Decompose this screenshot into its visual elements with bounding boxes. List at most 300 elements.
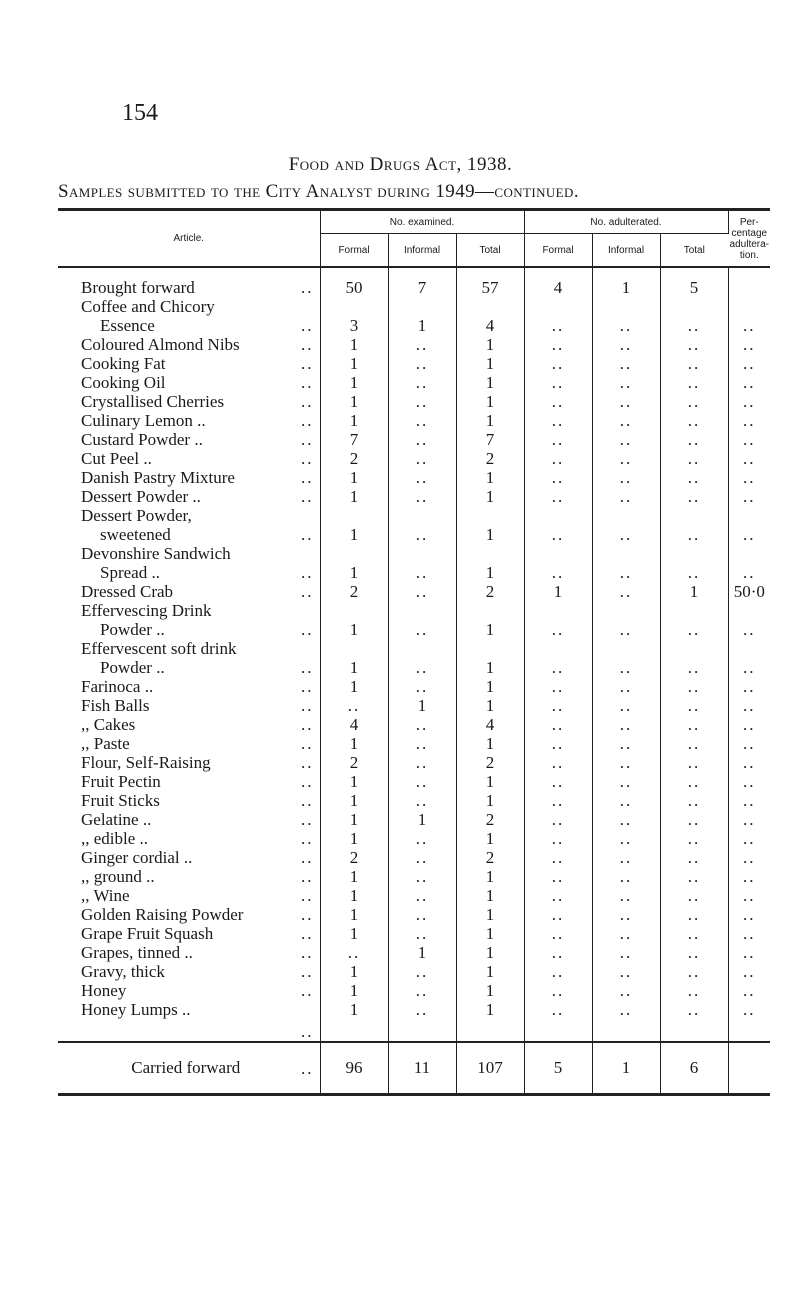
column-header-examined-informal: Informal <box>388 234 456 268</box>
table-cell: 1 <box>320 601 388 639</box>
article-cell <box>58 430 320 449</box>
table-cell: .. <box>660 449 728 468</box>
table-cell <box>728 1042 770 1095</box>
table-cell: .. <box>388 392 456 411</box>
table-cell: .. <box>743 430 756 449</box>
leader-dots: .. <box>301 354 314 373</box>
leader-dots: .. <box>301 487 314 506</box>
article-name: Fruit Sticks <box>81 791 160 810</box>
table-cell: .. <box>743 962 756 981</box>
table-cell: 1 <box>320 639 388 677</box>
table-cell: .. <box>743 772 756 791</box>
column-header-adulterated-formal: Formal <box>524 234 592 268</box>
table-cell: .. <box>524 962 592 981</box>
leader-dots: .. <box>301 962 314 981</box>
article-cell <box>58 487 320 506</box>
table-row <box>58 430 770 449</box>
table-row <box>58 886 770 905</box>
table-row <box>58 335 770 354</box>
table-cell: 2 <box>456 449 524 468</box>
leader-dots: .. <box>301 715 314 734</box>
leader-dots: .. <box>301 1022 314 1041</box>
table-row <box>58 582 770 601</box>
table-cell: .. <box>743 677 756 696</box>
table-cell: .. <box>660 772 728 791</box>
table-cell: 1 <box>320 962 388 981</box>
table-cell: 1 <box>456 506 524 544</box>
article-name-line1: Devonshire Sandwich <box>81 544 231 563</box>
article-cell <box>58 582 320 601</box>
table-cell: .. <box>524 449 592 468</box>
table-cell: 50·0 <box>733 582 765 601</box>
table-cell: .. <box>592 582 660 601</box>
leader-dots: .. <box>301 829 314 848</box>
article-cell <box>58 335 320 354</box>
table-cell: .. <box>524 601 592 639</box>
table-cell: 1 <box>456 886 524 905</box>
article-name: Custard Powder .. <box>81 430 203 449</box>
table-cell: 1 <box>456 905 524 924</box>
table-cell: 1 <box>592 267 660 297</box>
table-cell: .. <box>743 886 756 905</box>
article-cell <box>58 734 320 753</box>
table-cell: 1 <box>320 411 388 430</box>
table-row <box>58 734 770 753</box>
table-cell: .. <box>524 696 592 715</box>
article-name: Coloured Almond Nibs <box>81 335 240 354</box>
table-row <box>58 544 770 582</box>
table-row <box>58 753 770 772</box>
table-row <box>58 962 770 981</box>
table-row <box>58 392 770 411</box>
table-cell: .. <box>524 354 592 373</box>
table-cell: .. <box>524 753 592 772</box>
leader-dots: .. <box>301 468 314 487</box>
article-cell <box>58 943 320 962</box>
table-cell: .. <box>743 848 756 867</box>
table-cell: 1 <box>456 487 524 506</box>
table-row <box>58 1000 770 1042</box>
table-cell: 1 <box>456 829 524 848</box>
article-cell <box>58 506 320 544</box>
table-cell: .. <box>743 620 756 639</box>
article-cell <box>58 354 320 373</box>
table-cell: .. <box>660 734 728 753</box>
leader-dots: .. <box>301 1059 314 1078</box>
table-cell: .. <box>743 411 756 430</box>
article-cell <box>58 867 320 886</box>
table-cell: .. <box>388 468 456 487</box>
leader-dots: .. <box>301 848 314 867</box>
table-cell: .. <box>660 544 728 582</box>
table-cell: .. <box>524 829 592 848</box>
table-cell: .. <box>743 468 756 487</box>
table-cell: 57 <box>456 267 524 297</box>
table-cell: .. <box>743 392 756 411</box>
column-header-adulterated-total: Total <box>660 234 728 268</box>
article-cell <box>58 962 320 981</box>
table-cell: .. <box>388 411 456 430</box>
table-cell: .. <box>660 487 728 506</box>
table-row <box>58 677 770 696</box>
table-cell: 2 <box>456 848 524 867</box>
table-cell: 1 <box>320 677 388 696</box>
table-cell: .. <box>743 867 756 886</box>
table-cell: 1 <box>320 905 388 924</box>
table-cell: .. <box>660 715 728 734</box>
leader-dots: .. <box>301 582 314 601</box>
table-cell: 1 <box>456 1000 524 1042</box>
leader-dots: .. <box>301 563 314 582</box>
table-row <box>58 772 770 791</box>
table-cell: .. <box>660 506 728 544</box>
table-cell: .. <box>524 810 592 829</box>
leader-dots: .. <box>301 943 314 962</box>
table-cell: .. <box>743 943 756 962</box>
article-cell <box>58 267 320 297</box>
leader-dots: .. <box>301 886 314 905</box>
table-cell: .. <box>592 544 660 582</box>
table-cell: .. <box>592 373 660 392</box>
article-name: ,, Wine <box>81 886 130 905</box>
table-cell: .. <box>660 886 728 905</box>
article-name: Powder .. <box>100 658 165 677</box>
table-cell: .. <box>660 924 728 943</box>
table-cell: .. <box>524 886 592 905</box>
leader-dots: .. <box>301 430 314 449</box>
article-name: Danish Pastry Mixture <box>81 468 235 487</box>
table-cell: .. <box>320 943 388 962</box>
table-cell: .. <box>660 601 728 639</box>
table-cell: .. <box>524 734 592 753</box>
table-cell: .. <box>592 981 660 1000</box>
table-cell: .. <box>388 487 456 506</box>
table-cell: .. <box>524 905 592 924</box>
table-cell: .. <box>592 848 660 867</box>
article-cell <box>58 924 320 943</box>
table-cell: 1 <box>456 696 524 715</box>
table-row <box>58 449 770 468</box>
table-cell <box>728 267 770 297</box>
table-cell: .. <box>524 867 592 886</box>
table-cell: 1 <box>456 981 524 1000</box>
table-row <box>58 267 770 297</box>
table-cell: .. <box>388 734 456 753</box>
article-name: Honey <box>81 981 127 1000</box>
table-cell: .. <box>592 886 660 905</box>
table-cell: 1 <box>456 772 524 791</box>
article-name: Ginger cordial .. <box>81 848 193 867</box>
table-cell: 1 <box>320 544 388 582</box>
table-cell: 6 <box>660 1042 728 1095</box>
table-cell: .. <box>524 924 592 943</box>
table-cell: .. <box>660 848 728 867</box>
article-name: Grape Fruit Squash <box>81 924 214 943</box>
table-cell: .. <box>660 943 728 962</box>
article-cell <box>58 696 320 715</box>
table-cell: .. <box>660 829 728 848</box>
table-cell: 1 <box>524 582 592 601</box>
article-cell <box>58 791 320 810</box>
table-cell: .. <box>592 430 660 449</box>
table-cell: .. <box>388 506 456 544</box>
article-cell <box>58 373 320 392</box>
article-name-line1: Effervescent soft drink <box>81 639 237 658</box>
table-cell: .. <box>592 753 660 772</box>
table-cell: 2 <box>320 848 388 867</box>
table-cell: .. <box>592 715 660 734</box>
article-cell <box>58 392 320 411</box>
table-cell: 3 <box>320 297 388 335</box>
leader-dots: .. <box>301 278 314 297</box>
table-cell: 1 <box>456 639 524 677</box>
table-cell: 1 <box>456 373 524 392</box>
table-cell: .. <box>660 297 728 335</box>
table-cell: 1 <box>320 791 388 810</box>
article-cell <box>58 715 320 734</box>
table-cell: .. <box>743 829 756 848</box>
table-cell: .. <box>388 848 456 867</box>
table-cell: .. <box>592 335 660 354</box>
table-cell: .. <box>660 335 728 354</box>
article-name: ,, Cakes <box>81 715 136 734</box>
table-cell: .. <box>660 354 728 373</box>
table-cell: .. <box>388 449 456 468</box>
table-cell: 1 <box>320 468 388 487</box>
article-cell <box>58 772 320 791</box>
article-cell <box>58 810 320 829</box>
table-cell: .. <box>743 753 756 772</box>
table-cell: 1 <box>320 335 388 354</box>
table-cell: .. <box>388 1000 456 1042</box>
article-cell <box>58 981 320 1000</box>
leader-dots: .. <box>301 525 314 544</box>
table-row <box>58 639 770 677</box>
table-cell: 5 <box>660 267 728 297</box>
table-cell: .. <box>388 829 456 848</box>
table-cell: .. <box>388 886 456 905</box>
table-cell: .. <box>524 468 592 487</box>
table-cell: 7 <box>388 267 456 297</box>
table-row <box>58 601 770 639</box>
table-cell: .. <box>592 1000 660 1042</box>
table-cell: .. <box>660 905 728 924</box>
table-cell: .. <box>592 411 660 430</box>
table-row <box>58 373 770 392</box>
table-row <box>58 943 770 962</box>
article-name: Essence <box>100 316 155 335</box>
table-cell: .. <box>592 810 660 829</box>
leader-dots: .. <box>301 981 314 1000</box>
table-cell: .. <box>524 981 592 1000</box>
article-name: Cooking Fat <box>81 354 166 373</box>
table-cell: .. <box>660 753 728 772</box>
table-cell: .. <box>743 563 756 582</box>
table-cell: .. <box>388 677 456 696</box>
article-name: Culinary Lemon .. <box>81 411 206 430</box>
table-cell: .. <box>660 392 728 411</box>
table-cell: .. <box>660 677 728 696</box>
column-header-adulterated-informal: Informal <box>592 234 660 268</box>
page-subtitle: Samples submitted to the City Analyst during 1949—continued. <box>58 181 579 202</box>
article-name: Fish Balls <box>81 696 150 715</box>
table-cell: .. <box>388 791 456 810</box>
table-cell: .. <box>660 791 728 810</box>
table-cell: .. <box>524 791 592 810</box>
table-cell: 1 <box>320 924 388 943</box>
table-row <box>58 848 770 867</box>
table-cell: 1 <box>456 468 524 487</box>
article-name: sweetened <box>100 525 171 544</box>
table-row <box>58 867 770 886</box>
article-cell <box>58 677 320 696</box>
table-cell: 1 <box>320 829 388 848</box>
table-cell: .. <box>592 867 660 886</box>
leader-dots: .. <box>301 905 314 924</box>
table-cell: 1 <box>320 981 388 1000</box>
table-cell: 1 <box>320 506 388 544</box>
table-cell: .. <box>524 373 592 392</box>
table-cell: .. <box>320 696 388 715</box>
table-cell: 1 <box>456 924 524 943</box>
table-cell: 5 <box>524 1042 592 1095</box>
table-cell: .. <box>592 506 660 544</box>
table-cell: .. <box>388 753 456 772</box>
table-cell: .. <box>592 791 660 810</box>
table-cell: .. <box>388 335 456 354</box>
table-cell: .. <box>592 468 660 487</box>
table-cell: 1 <box>456 544 524 582</box>
leader-dots: .. <box>301 392 314 411</box>
article-name: Golden Raising Powder <box>81 905 244 924</box>
leader-dots: .. <box>301 373 314 392</box>
table-cell: 1 <box>456 335 524 354</box>
table-cell: .. <box>524 848 592 867</box>
table-cell: .. <box>743 924 756 943</box>
article-name: Powder .. <box>100 620 165 639</box>
table-cell: .. <box>388 772 456 791</box>
table-cell: .. <box>660 639 728 677</box>
table-cell: .. <box>592 924 660 943</box>
table-cell: 1 <box>320 810 388 829</box>
samples-table-container <box>58 208 770 1096</box>
table-cell: .. <box>524 772 592 791</box>
table-cell: 1 <box>456 943 524 962</box>
table-cell: .. <box>388 582 456 601</box>
table-cell: 1 <box>320 373 388 392</box>
leader-dots: .. <box>301 449 314 468</box>
table-cell: 1 <box>456 867 524 886</box>
table-cell: .. <box>592 297 660 335</box>
table-row <box>58 810 770 829</box>
table-cell: .. <box>592 601 660 639</box>
leader-dots: .. <box>301 677 314 696</box>
table-cell: .. <box>524 392 592 411</box>
table-cell: 1 <box>320 734 388 753</box>
table-cell: .. <box>524 335 592 354</box>
table-cell: .. <box>592 639 660 677</box>
article-name: Gelatine .. <box>81 810 152 829</box>
table-cell: 1 <box>320 487 388 506</box>
table-cell: .. <box>592 487 660 506</box>
article-name-line1: Coffee and Chicory <box>81 297 215 316</box>
table-cell: 4 <box>320 715 388 734</box>
carried-forward-label-cell <box>58 1042 320 1095</box>
table-cell: .. <box>660 373 728 392</box>
table-cell: .. <box>743 810 756 829</box>
article-name: Cut Peel .. <box>81 449 152 468</box>
article-cell <box>58 297 320 335</box>
table-row <box>58 829 770 848</box>
table-cell: .. <box>592 696 660 715</box>
table-cell: 1 <box>456 791 524 810</box>
carried-forward-row <box>58 1042 770 1095</box>
table-cell: 50 <box>320 267 388 297</box>
table-cell: 1 <box>456 411 524 430</box>
table-cell: .. <box>388 981 456 1000</box>
table-cell: .. <box>743 905 756 924</box>
table-cell: .. <box>388 601 456 639</box>
table-cell: 1 <box>388 297 456 335</box>
table-cell: 2 <box>320 582 388 601</box>
table-cell: 4 <box>456 715 524 734</box>
table-row <box>58 354 770 373</box>
table-cell: .. <box>388 924 456 943</box>
article-name: Crystallised Cherries <box>81 392 225 411</box>
table-cell: 2 <box>456 810 524 829</box>
table-cell: .. <box>660 696 728 715</box>
table-row <box>58 506 770 544</box>
table-cell: .. <box>388 430 456 449</box>
article-cell <box>58 601 320 639</box>
table-cell: .. <box>524 487 592 506</box>
table-cell: 1 <box>320 354 388 373</box>
table-body <box>58 267 770 1042</box>
column-header-examined-total: Total <box>456 234 524 268</box>
table-cell: 4 <box>456 297 524 335</box>
table-cell: .. <box>524 430 592 449</box>
leader-dots: .. <box>301 810 314 829</box>
leader-dots: .. <box>301 772 314 791</box>
table-row <box>58 696 770 715</box>
table-cell: .. <box>743 1000 756 1019</box>
table-cell: .. <box>743 449 756 468</box>
table-cell: 4 <box>524 267 592 297</box>
table-cell: .. <box>592 354 660 373</box>
leader-dots: .. <box>301 791 314 810</box>
article-name: ,, Paste <box>81 734 130 753</box>
article-name: ,, ground .. <box>81 867 155 886</box>
table-row <box>58 297 770 335</box>
table-cell: .. <box>743 715 756 734</box>
leader-dots: .. <box>301 335 314 354</box>
leader-dots: .. <box>301 734 314 753</box>
article-name: Spread .. <box>100 563 160 582</box>
table-cell: 2 <box>456 753 524 772</box>
table-cell: .. <box>524 677 592 696</box>
article-name: Farinoca .. <box>81 677 154 696</box>
table-cell: 1 <box>320 867 388 886</box>
table-cell: .. <box>592 829 660 848</box>
article-name: Grapes, tinned .. <box>81 943 193 962</box>
table-cell: 1 <box>388 810 456 829</box>
table-cell: .. <box>592 392 660 411</box>
leader-dots: .. <box>301 924 314 943</box>
table-cell: .. <box>660 468 728 487</box>
table-cell: .. <box>743 734 756 753</box>
table-cell: .. <box>592 772 660 791</box>
table-cell: .. <box>388 373 456 392</box>
